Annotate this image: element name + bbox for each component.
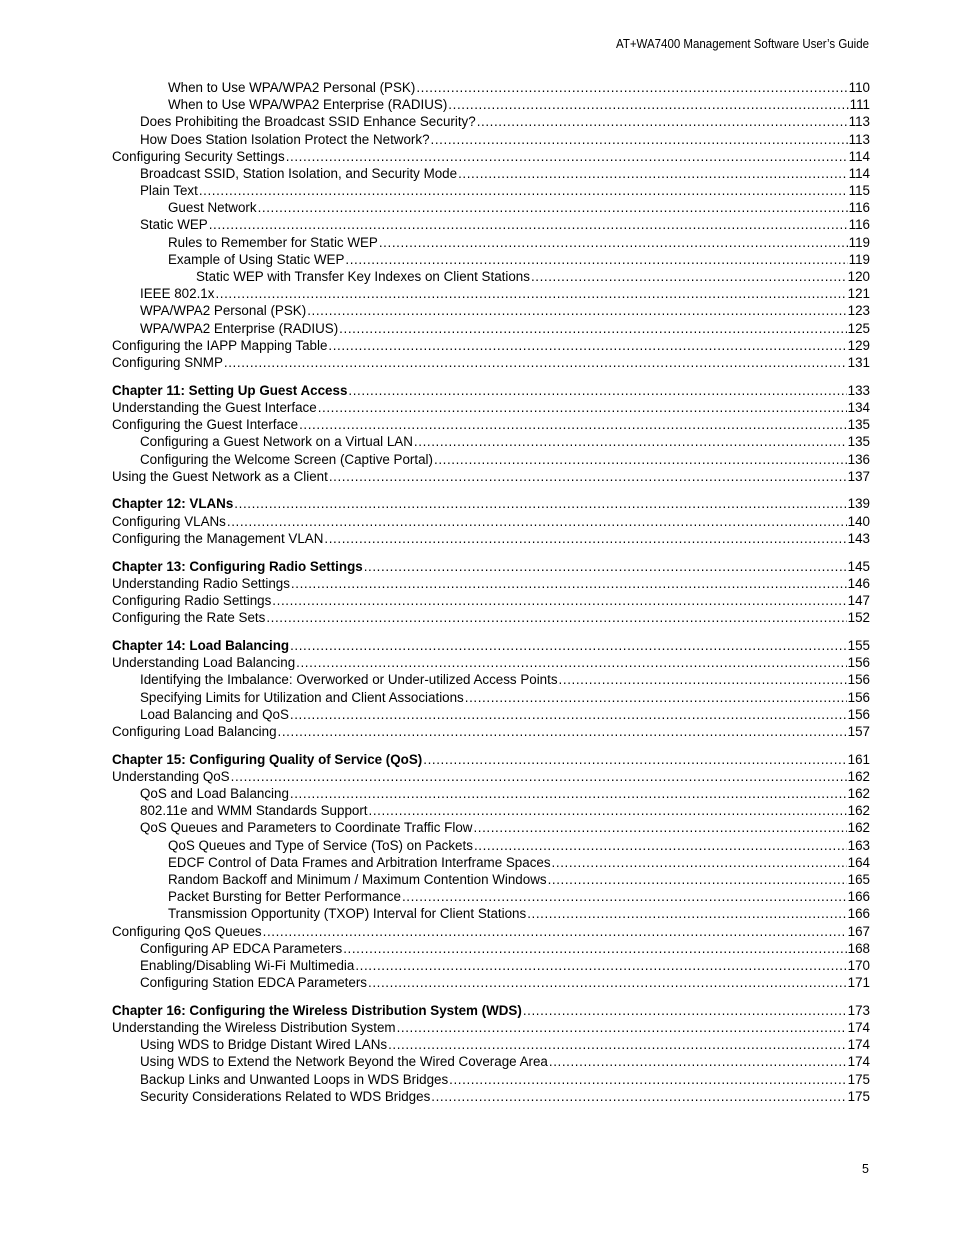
dot-leader [388,1036,847,1053]
toc-entry-title: When to Use WPA/WPA2 Enterprise (RADIUS) [168,97,448,113]
dot-leader [416,79,847,96]
toc-entry[interactable] [112,854,870,871]
dot-leader [431,131,848,148]
toc-entry[interactable] [112,785,870,802]
dot-leader [286,148,848,165]
toc-entry-page: 156 [847,689,870,705]
dot-leader [318,399,847,416]
toc-entry-title: Configuring VLANs [112,513,226,529]
toc-entry-page: 162 [847,820,870,836]
toc-entry-title: Static WEP with Transfer Key Indexes on Client Stations [196,269,530,285]
toc-entry[interactable] [112,96,870,113]
toc-chapter-entry[interactable] [112,637,870,654]
toc-entry[interactable] [112,79,870,96]
toc-entry-title: When to Use WPA/WPA2 Personal (PSK) [168,79,416,95]
toc-entry-page: 173 [847,1002,870,1018]
toc-entry[interactable] [112,923,870,940]
dot-leader [548,871,847,888]
toc-entry-title: Transmission Opportunity (TXOP) Interval for Client Stations [168,906,527,922]
toc-entry-page: 114 [848,148,870,164]
dot-leader [215,285,846,302]
toc-entry-page: 164 [847,854,870,870]
toc-entry[interactable] [112,671,870,688]
dot-leader [345,251,847,268]
toc-entry-title: IEEE 802.1x [140,286,215,302]
dot-leader [531,268,847,285]
toc-chapter-entry[interactable] [112,751,870,768]
toc-entry[interactable] [112,113,870,130]
dot-leader [343,940,846,957]
toc-entry-page: 113 [848,131,870,147]
toc-entry-title: Understanding the Guest Interface [112,399,317,415]
dot-leader [290,637,847,654]
toc-entry-title: Load Balancing and QoS [140,706,289,722]
toc-entry-title: WPA/WPA2 Enterprise (RADIUS) [140,320,339,336]
toc-entry[interactable] [112,268,870,285]
dot-leader [291,575,847,592]
toc-entry-page: 163 [847,837,870,853]
dot-leader [473,819,846,836]
dot-leader [209,216,848,233]
dot-leader [448,96,848,113]
toc-entry[interactable] [112,888,870,905]
dot-leader [234,495,846,512]
toc-entry-page: 113 [848,114,870,130]
toc-entry-title: Identifying the Imbalance: Overworked or Under-utilized Access Points [140,672,558,688]
toc-entry[interactable] [112,399,870,416]
toc-entry-page: 146 [847,575,870,591]
toc-entry-page: 155 [847,637,870,653]
dot-leader [278,723,847,740]
dot-leader [434,451,847,468]
toc-entry-title: Chapter 11: Setting Up Guest Access [112,382,348,398]
toc-entry[interactable] [112,609,870,626]
toc-entry[interactable] [112,468,870,485]
toc-entry-page: 162 [847,803,870,819]
toc-entry[interactable] [112,905,870,922]
dot-leader [458,165,848,182]
toc-entry[interactable] [112,654,870,671]
toc-entry[interactable] [112,337,870,354]
toc-entry-page: 152 [847,610,870,626]
toc-entry[interactable] [112,1088,870,1105]
toc-entry-title: Understanding Load Balancing [112,655,296,671]
toc-entry[interactable] [112,451,870,468]
dot-leader [296,654,847,671]
toc-entry-title: Guest Network [168,200,257,216]
toc-entry-title: Broadcast SSID, Station Isolation, and Security Mode [140,165,458,181]
toc-entry[interactable] [112,320,870,337]
toc-entry[interactable] [112,974,870,991]
dot-leader [397,1019,847,1036]
toc-entry-title: Packet Bursting for Better Performance [168,889,401,905]
toc-entry[interactable] [112,165,870,182]
toc-entry[interactable] [112,354,870,371]
dot-leader [379,234,848,251]
toc-entry-page: 119 [848,251,870,267]
dot-leader [329,468,847,485]
toc-entry-title: Chapter 15: Configuring Quality of Service (QoS) [112,751,423,767]
toc-entry-title: 802.11e and WMM Standards Support [140,803,368,819]
toc-entry-title: Configuring a Guest Network on a Virtual LAN [140,434,413,450]
toc-entry-title: Understanding QoS [112,768,230,784]
toc-chapter-entry[interactable] [112,558,870,575]
toc-entry[interactable] [112,182,870,199]
toc-entry[interactable] [112,217,870,234]
toc-entry-page: 135 [847,417,870,433]
toc-entry-page: 165 [847,872,870,888]
toc-entry-page: 166 [847,906,870,922]
toc-entry-title: Rules to Remember for Static WEP [168,234,378,250]
dot-leader [364,558,847,575]
toc-entry[interactable] [112,131,870,148]
dot-leader [474,837,847,854]
toc-entry-page: 123 [847,303,870,319]
toc-entry-page: 170 [847,957,870,973]
toc-entry[interactable] [112,940,870,957]
toc-entry-page: 119 [848,234,870,250]
toc-entry-title: Chapter 13: Configuring Radio Settings [112,558,363,574]
dot-leader [368,974,847,991]
dot-leader [290,785,847,802]
dot-leader [523,1002,847,1019]
dot-leader [559,671,847,688]
toc-entry-title: Configuring the Rate Sets [112,610,266,626]
dot-leader [402,888,847,905]
toc-entry-page: 114 [848,165,870,181]
toc-entry-title: Configuring the IAPP Mapping Table [112,337,328,353]
toc-entry-page: 166 [847,889,870,905]
dot-leader [199,182,848,199]
dot-leader [348,382,846,399]
toc-entry-title: Configuring AP EDCA Parameters [140,940,343,956]
toc-entry[interactable] [112,1054,870,1071]
toc-entry-page: 121 [847,286,870,302]
dot-leader [227,513,847,530]
toc-entry-page: 161 [847,751,870,767]
dot-leader [431,1088,846,1105]
toc-entry-page: 171 [847,975,870,991]
toc-entry-page: 174 [847,1020,870,1036]
dot-leader [231,768,847,785]
toc-entry-page: 120 [847,269,870,285]
toc-entry[interactable] [112,148,870,165]
toc-entry[interactable] [112,957,870,974]
toc-entry-page: 140 [847,513,870,529]
dot-leader [369,802,847,819]
toc-entry-page: 133 [847,382,870,398]
dot-leader [339,320,846,337]
toc-entry-title: Configuring the Welcome Screen (Captive Portal) [140,451,433,467]
toc-entry[interactable] [112,819,870,836]
toc-entry[interactable] [112,575,870,592]
dot-leader [414,433,847,450]
toc-entry-title: WPA/WPA2 Personal (PSK) [140,303,307,319]
toc-entry-page: 162 [847,768,870,784]
toc-entry-page: 156 [847,706,870,722]
toc-entry-page: 129 [847,337,870,353]
toc-entry-page: 125 [847,320,870,336]
toc-chapter-entry[interactable] [112,382,870,399]
toc-entry-page: 147 [847,593,870,609]
dot-leader [465,689,847,706]
toc-entry-title: Using WDS to Bridge Distant Wired LANs [140,1037,388,1053]
page-number: 5 [862,1162,869,1176]
toc-entry-title: Security Considerations Related to WDS Bridges [140,1088,431,1104]
toc-entry-title: Static WEP [140,217,208,233]
toc-entry-title: Backup Links and Unwanted Loops in WDS Bridges [140,1071,449,1087]
toc-entry[interactable] [112,1019,870,1036]
toc-entry-title: QoS Queues and Type of Service (ToS) on Packets [168,837,473,853]
toc-entry-page: 115 [848,183,870,199]
toc-entry-title: Configuring QoS Queues [112,923,262,939]
toc-entry-page: 135 [847,434,870,450]
toc-entry-title: Configuring SNMP [112,354,223,370]
dot-leader [423,751,846,768]
toc-entry[interactable] [112,302,870,319]
dot-leader [258,199,848,216]
toc-entry-page: 145 [847,558,870,574]
toc-entry-page: 134 [847,399,870,415]
toc-entry-page: 162 [847,786,870,802]
dot-leader [449,1071,847,1088]
toc-entry[interactable] [112,592,870,609]
toc-entry-page: 174 [847,1054,870,1070]
toc-entry[interactable] [112,433,870,450]
toc-entry-title: Chapter 16: Configuring the Wireless Distribution System (WDS) [112,1002,522,1018]
toc-entry-title: Does Prohibiting the Broadcast SSID Enhance Security? [140,114,476,130]
toc-entry[interactable] [112,871,870,888]
toc-entry-page: 168 [847,940,870,956]
toc-entry[interactable] [112,689,870,706]
toc-entry-title: Understanding Radio Settings [112,575,290,591]
dot-leader [272,592,846,609]
toc-entry-title: Understanding the Wireless Distribution System [112,1020,396,1036]
dot-leader [263,923,847,940]
toc-entry-title: Configuring Load Balancing [112,723,277,739]
toc-entry[interactable] [112,1071,870,1088]
toc-entry[interactable] [112,199,870,216]
toc-entry-page: 110 [848,79,870,95]
toc-entry[interactable] [112,285,870,302]
toc-entry-title: Configuring the Management VLAN [112,530,324,546]
toc-entry[interactable] [112,1036,870,1053]
toc-entry[interactable] [112,530,870,547]
toc-entry-title: Configuring Security Settings [112,148,285,164]
toc-entry-title: Using the Guest Network as a Client [112,468,328,484]
dot-leader [224,354,847,371]
dot-leader [324,530,846,547]
dot-leader [355,957,846,974]
toc-entry-title: Random Backoff and Minimum / Maximum Contention Windows [168,872,547,888]
toc-chapter-entry[interactable] [112,496,870,513]
dot-leader [307,302,846,319]
toc-entry-page: 156 [847,655,870,671]
toc-entry-page: 139 [847,496,870,512]
dot-leader [527,905,846,922]
toc-entry-title: Configuring Radio Settings [112,593,272,609]
toc-entry-title: Configuring the Guest Interface [112,417,299,433]
toc-entry-page: 175 [847,1071,870,1087]
toc-entry-title: Using WDS to Extend the Network Beyond the Wired Coverage Area [140,1054,548,1070]
running-header: AT+WA7400 Management Software User’s Guide [615,37,869,51]
toc-entry-page: 156 [847,672,870,688]
toc-entry-title: Configuring Station EDCA Parameters [140,975,368,991]
toc-entry-page: 157 [847,723,870,739]
toc-entry-title: How Does Station Isolation Protect the Network? [140,131,430,147]
toc-entry-page: 111 [849,97,870,113]
toc-entry-page: 116 [848,200,870,216]
table-of-contents [112,79,870,1105]
toc-entry-page: 175 [847,1088,870,1104]
toc-entry[interactable] [112,513,870,530]
toc-entry-page: 174 [847,1037,870,1053]
toc-entry[interactable] [112,706,870,723]
toc-entry-title: Specifying Limits for Utilization and Client Associations [140,689,464,705]
toc-entry-title: Plain Text [140,183,198,199]
toc-entry-title: Chapter 12: VLANs [112,496,234,512]
toc-entry-page: 167 [847,923,870,939]
toc-entry[interactable] [112,723,870,740]
dot-leader [328,337,846,354]
dot-leader [549,1053,847,1070]
toc-entry-page: 143 [847,530,870,546]
toc-entry[interactable] [112,768,870,785]
toc-entry[interactable] [112,234,870,251]
dot-leader [552,854,847,871]
toc-entry-title: Chapter 14: Load Balancing [112,637,290,653]
dot-leader [266,609,846,626]
dot-leader [290,706,847,723]
toc-entry-page: 131 [847,354,870,370]
toc-entry-title: QoS Queues and Parameters to Coordinate Traffic Flow [140,820,473,836]
toc-entry-title: QoS and Load Balancing [140,786,289,802]
toc-entry-title: EDCF Control of Data Frames and Arbitration Interframe Spaces [168,854,551,870]
toc-entry-title: Enabling/Disabling Wi-Fi Multimedia [140,957,355,973]
dot-leader [477,113,848,130]
toc-entry[interactable] [112,251,870,268]
toc-entry-page: 137 [847,468,870,484]
toc-entry-page: 116 [848,217,870,233]
toc-entry[interactable] [112,837,870,854]
toc-entry[interactable] [112,802,870,819]
dot-leader [299,416,847,433]
toc-entry-page: 136 [847,451,870,467]
toc-chapter-entry[interactable] [112,1002,870,1019]
toc-entry-title: Example of Using Static WEP [168,251,345,267]
toc-entry[interactable] [112,416,870,433]
